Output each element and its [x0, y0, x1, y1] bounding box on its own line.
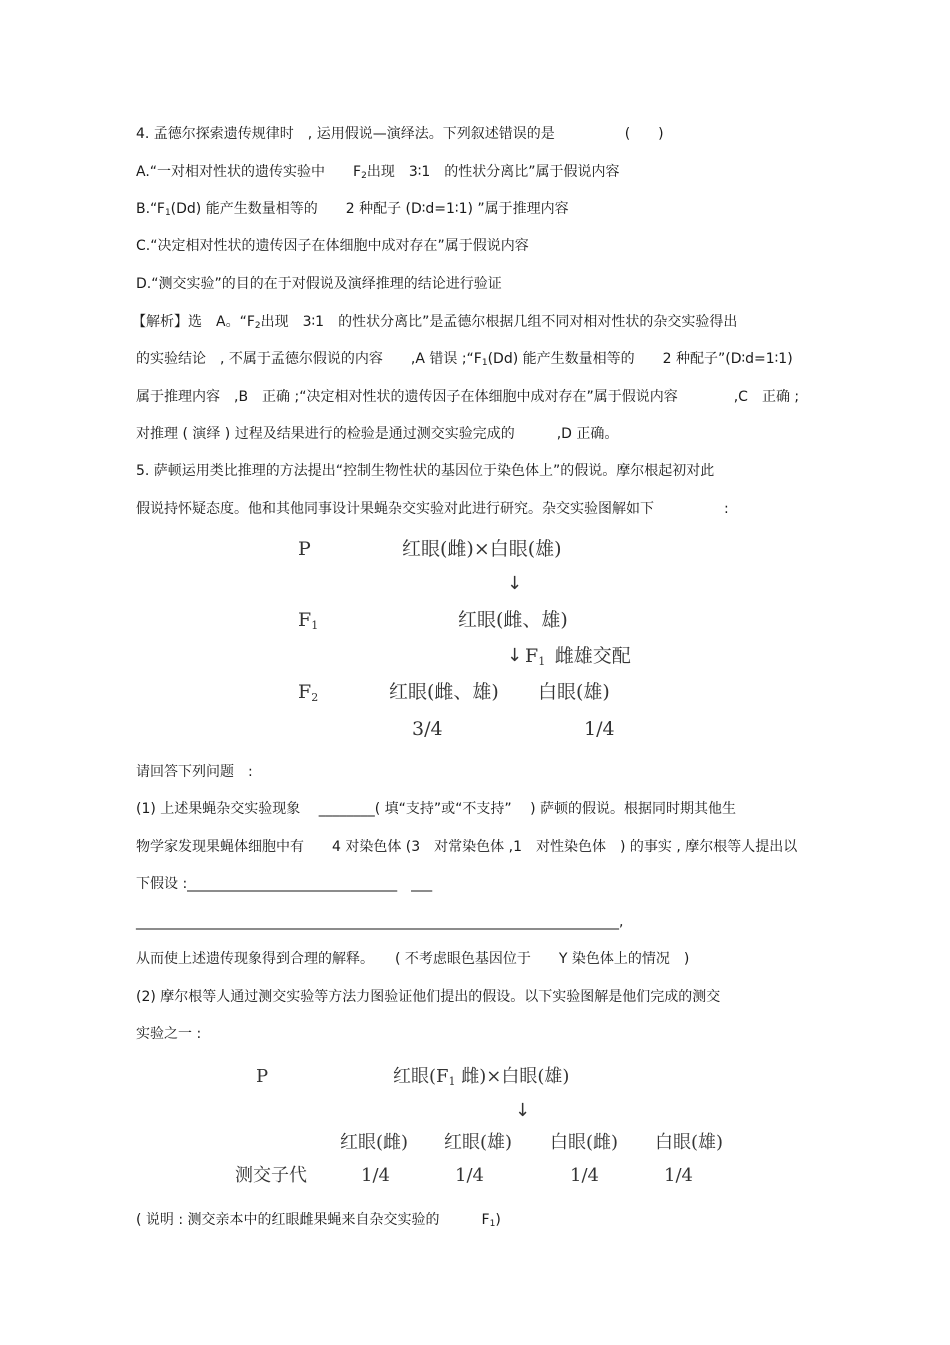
q5-part1-line-3: 下假设 :______________________________ ___ [136, 876, 433, 892]
offspring-ratio-4: 1/4 [664, 1165, 693, 1186]
q4-analysis-line-2: 的实验结论 , 不属于孟德尔假说的内容 ,A 错误 $;“F_1(Dd)$ 能产生数量相等的 2 种配子”(D∶d=1∶1) [136, 351, 793, 368]
q4-analysis-line-3: 属于推理内容 ,B 正确 ;“决定相对性状的遗传因子在体细胞中成对存在”属于假说内容 ,C 正确 ; [136, 389, 800, 405]
offspring-phenotype-4: 白眼(雄) [655, 1132, 724, 1153]
down-arrow-icon: ↓ [507, 645, 523, 666]
offspring-phenotype-1: 红眼(雌) [340, 1132, 409, 1153]
p-generation-label: P [298, 538, 311, 560]
q5-stem-line-2: 假说持怀疑态度。他和其他同事设计果蝇杂交实验对此进行研究。杂交实验图解如下 : [136, 501, 729, 517]
testcross-offspring-label: 测交子代 [235, 1165, 307, 1186]
q4-analysis-line-4: 对推理 ( 演绎 ) 过程及结果进行的检验是通过测交实验完成的 ,D 正确。 [136, 426, 619, 442]
q4-analysis-line-1: 【解析】选 A。“$F_2$出现 3∶1 的性状分离比”是孟德尔根据几组不同对相对性状的杂交实验得出 [132, 314, 738, 331]
testcross-parents: 红眼(F1 雌)×白眼(雄) [393, 1066, 570, 1088]
q5-part1-line-2: 物学家发现果蝇体细胞中有 4 对染色体 (3 对常染色体 ,1 对性染色体 ) 的事实 , 摩尔根等人提出以 [136, 839, 798, 855]
q4-option-c: C.“决定相对性状的遗传因子在体细胞中成对存在”属于假说内容 [136, 238, 529, 254]
q5-part1-line-5: 从而使上述遗传现象得到合理的解释。 ( 不考虑眼色基因位于 Y 染色体上的情况 ) [136, 951, 690, 967]
q5-part2-line-1: (2) 摩尔根等人通过测交实验等方法力图验证他们提出的假设。以下实验图解是他们完成的测交 [136, 989, 721, 1005]
f2-red-ratio: 3/4 [412, 718, 443, 740]
f1-generation-label: F1 [298, 609, 319, 632]
q4-option-b: $B.“F_1(Dd)$ 能产生数量相等的 2 种配子 (D∶d=1∶1) ”属于推理内容 [136, 201, 569, 218]
f2-white-ratio: 1/4 [584, 718, 615, 740]
q4-option-a: A.“一对相对性状的遗传实验中 $F_2$出现 3∶1 的性状分离比”属于假说内容 [136, 164, 620, 181]
down-arrow-icon: ↓ [507, 573, 523, 594]
q4-option-d: D.“测交实验”的目的在于对假说及演绎推理的结论进行验证 [136, 276, 502, 292]
q5-part1-line-1: (1) 上述果蝇杂交实验现象 ________( 填“支持”或“不支持” ) 萨顿的假说。根据同时期其他生 [136, 801, 737, 817]
q5-part1-line-4: _____________________________________________________________________, [136, 914, 624, 930]
testcross-note: ( 说明 : 测交亲本中的红眼雌果蝇来自杂交实验的 $F_1$) [136, 1212, 501, 1229]
offspring-ratio-1: 1/4 [361, 1165, 390, 1186]
f2-red-eye-phenotype: 红眼(雌、雄) [389, 681, 499, 703]
testcross-p-label: P [256, 1066, 269, 1087]
p-cross-text: 红眼(雌)×白眼(雄) [402, 538, 562, 560]
q4-stem: 4. 孟德尔探索遗传规律时 , 运用假说—演绎法。下列叙述错误的是 ( ) [136, 126, 664, 142]
f1-mating-label: F1 雌雄交配 [525, 645, 631, 668]
offspring-ratio-3: 1/4 [570, 1165, 599, 1186]
down-arrow-icon: ↓ [515, 1100, 531, 1121]
q5-prompt: 请回答下列问题 : [136, 764, 253, 780]
q5-stem-line-1: 5. 萨顿运用类比推理的方法提出“控制生物性状的基因位于染色体上”的假说。摩尔根起初对此 [136, 463, 715, 479]
f2-generation-label: F2 [298, 681, 319, 704]
f1-phenotype: 红眼(雌、雄) [458, 609, 568, 631]
offspring-ratio-2: 1/4 [455, 1165, 484, 1186]
f2-white-eye-phenotype: 白眼(雄) [538, 681, 610, 703]
offspring-phenotype-2: 红眼(雄) [444, 1132, 513, 1153]
offspring-phenotype-3: 白眼(雌) [550, 1132, 619, 1153]
q5-part2-line-2: 实验之一 : [136, 1026, 202, 1042]
